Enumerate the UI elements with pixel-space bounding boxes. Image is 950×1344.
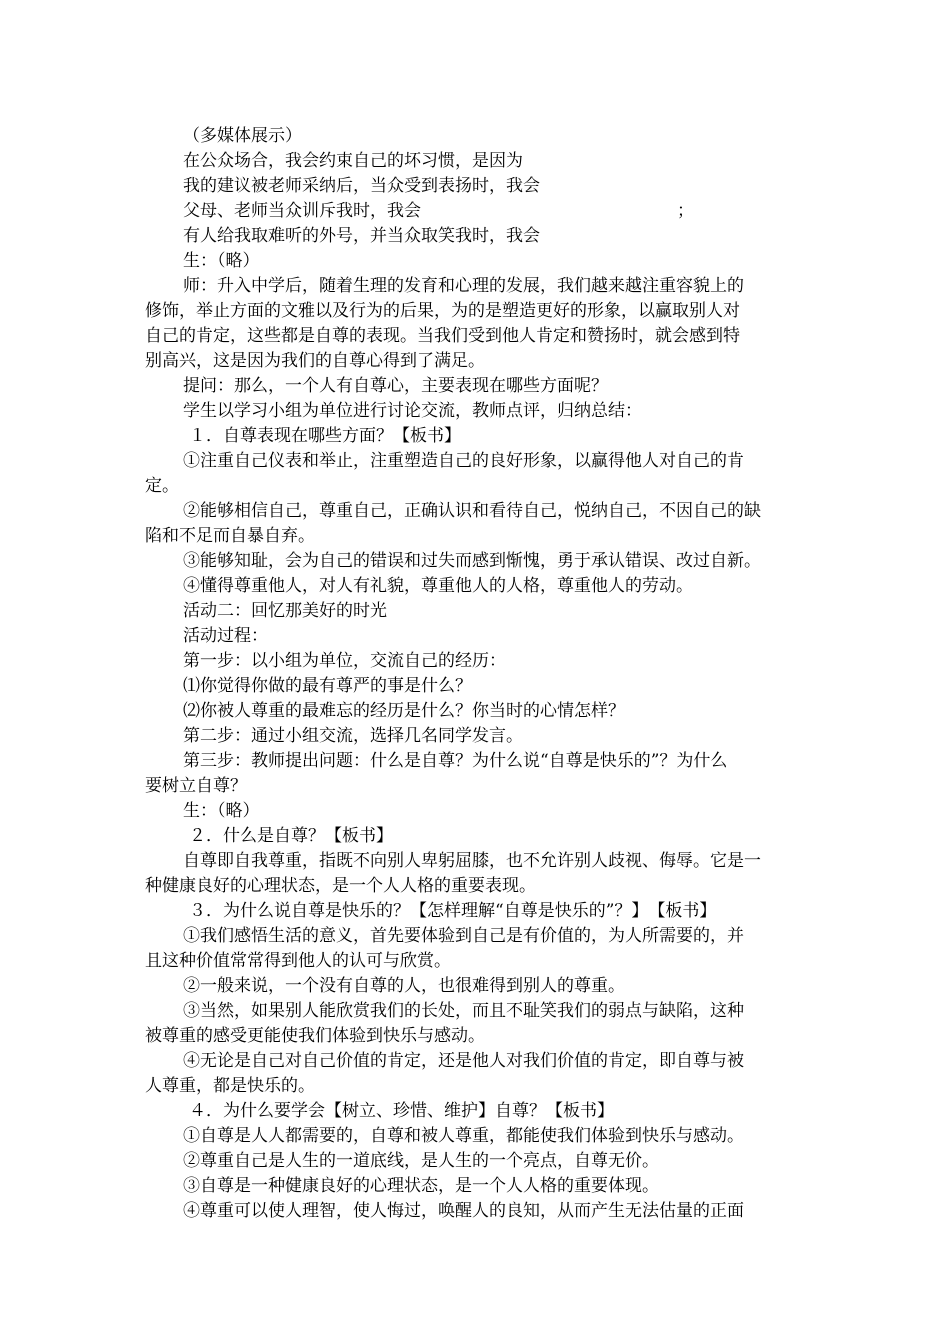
text-line: ３．为什么说自尊是快乐的？【怎样理解“自尊是快乐的”？】 【板书】 bbox=[189, 901, 717, 921]
text-line: 且这种价值常常得到他人的认可与欣赏。 bbox=[145, 951, 451, 971]
text-line: 在公众场合，我会约束自己的坏习惯，是因为 bbox=[183, 151, 523, 171]
text-line: ①自尊是人人都需要的，自尊和被人尊重，都能使我们体验到快乐与感动。 bbox=[183, 1126, 744, 1146]
text-line: 自尊即自我尊重，指既不向别人卑躬屈膝，也不允许别人歧视、侮辱。它是一 bbox=[183, 851, 761, 871]
text-line: 提问：那么，一个人有自尊心，主要表现在哪些方面呢？ bbox=[183, 376, 608, 396]
text-line: ④懂得尊重他人，对人有礼貌，尊重他人的人格，尊重他人的劳动。 bbox=[183, 576, 693, 596]
text-line: 我的建议被老师采纳后，当众受到表扬时，我会 bbox=[183, 176, 540, 196]
text-line: 别高兴，这是因为我们的自尊心得到了满足。 bbox=[145, 351, 485, 371]
text-line: 第二步：通过小组交流，选择几名同学发言。 bbox=[183, 726, 523, 746]
text-line: 师：升入中学后，随着生理的发育和心理的发展，我们越来越注重容貌上的 bbox=[183, 276, 744, 296]
text-line: 父母、老师当众训斥我时，我会 bbox=[183, 201, 421, 221]
text-line: 修饰，举止方面的文雅以及行为的后果，为的是塑造更好的形象，以赢取别人对 bbox=[145, 301, 740, 321]
text-line: 第一步：以小组为单位，交流自己的经历： bbox=[183, 651, 506, 671]
text-line: ②能够相信自己，尊重自己，正确认识和看待自己，悦纳自己，不因自己的缺 bbox=[183, 501, 761, 521]
text-line: ⑴你觉得你做的最有尊严的事是什么？ bbox=[183, 676, 472, 696]
text-line: ①我们感悟生活的意义，首先要体验到自己是有价值的，为人所需要的，并 bbox=[183, 926, 744, 946]
text-line: 种健康良好的心理状态，是一个人人格的重要表现。 bbox=[145, 876, 536, 896]
text-line: （多媒体展示） bbox=[183, 126, 302, 146]
text-line: 自己的肯定，这些都是自尊的表现。当我们受到他人肯定和赞扬时，就会感到特 bbox=[145, 326, 740, 346]
text-line: ③自尊是一种健康良好的心理状态，是一个人人格的重要体现。 bbox=[183, 1176, 659, 1196]
text-line: １．自尊表现在哪些方面？【板书】 bbox=[189, 426, 461, 446]
text-line: 第三步：教师提出问题：什么是自尊？为什么说“自尊是快乐的”？为什么 bbox=[183, 751, 728, 771]
text-line: 被尊重的感受更能使我们体验到快乐与感动。 bbox=[145, 1026, 485, 1046]
text-line: 生：（略） bbox=[183, 251, 260, 271]
text-line: ③能够知耻，会为自己的错误和过失而感到惭愧，勇于承认错误、改过自新。 bbox=[183, 551, 761, 571]
text-line: 要树立自尊？ bbox=[145, 776, 247, 796]
text-line: ④尊重可以使人理智，使人悔过，唤醒人的良知，从而产生无法估量的正面 bbox=[183, 1201, 744, 1221]
text-line: 学生以学习小组为单位进行讨论交流，教师点评，归纳总结： bbox=[183, 401, 642, 421]
text-line: ⑵你被人尊重的最难忘的经历是什么？你当时的心情怎样？ bbox=[183, 701, 625, 721]
text-line: ②尊重自己是人生的一道底线，是人生的一个亮点，自尊无价。 bbox=[183, 1151, 659, 1171]
text-line: ④无论是自己对自己价值的肯定，还是他人对我们价值的肯定，即自尊与被 bbox=[183, 1051, 744, 1071]
text-line: 人尊重，都是快乐的。 bbox=[145, 1076, 315, 1096]
text-line: 定。 bbox=[145, 476, 179, 496]
text-line: ①注重自己仪表和举止，注重塑造自己的良好形象，以赢得他人对自己的肯 bbox=[183, 451, 744, 471]
fill-blank-semicolon: ； bbox=[677, 201, 694, 221]
text-line: 活动二：回忆那美好的时光 bbox=[183, 601, 387, 621]
text-line: ③当然，如果别人能欣赏我们的长处，而且不耻笑我们的弱点与缺陷，这种 bbox=[183, 1001, 744, 1021]
text-line: ②一般来说，一个没有自尊的人，也很难得到别人的尊重。 bbox=[183, 976, 625, 996]
text-line: ４．为什么要学会【树立、珍惜、维护】自尊？【板书】 bbox=[189, 1101, 614, 1121]
text-line: ２．什么是自尊？【板书】 bbox=[189, 826, 393, 846]
text-line: 有人给我取难听的外号，并当众取笑我时，我会 bbox=[183, 226, 540, 246]
text-line: 陷和不足而自暴自弃。 bbox=[145, 526, 315, 546]
text-line: 生：（略） bbox=[183, 801, 260, 821]
text-line: 活动过程： bbox=[183, 626, 268, 646]
